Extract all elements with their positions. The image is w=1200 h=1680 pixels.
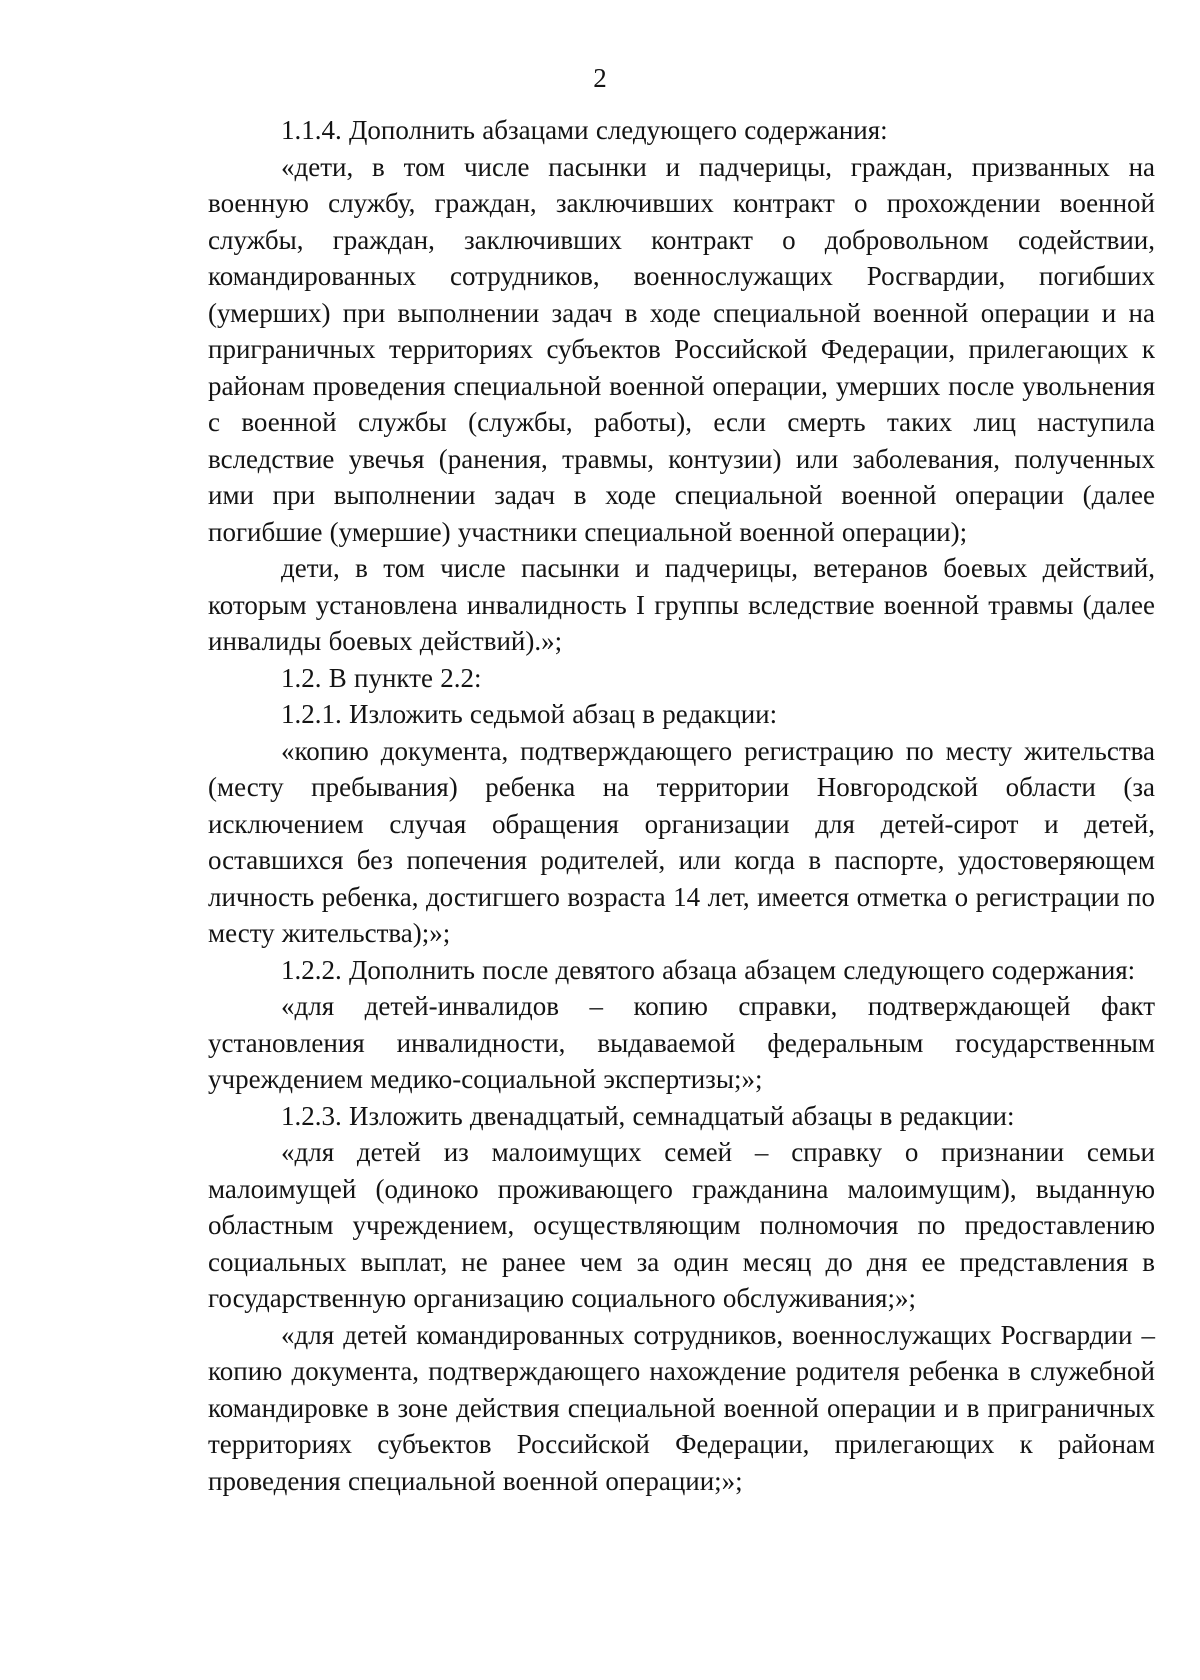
paragraph-children-of-combat-veterans: дети, в том числе пасынки и падчерицы, ветеранов боевых действий, которым установлена инвалидность I группы вследствие военной травмы (далее инвалиды боевых действий).»; bbox=[208, 553, 1155, 656]
paragraph-low-income-families: «для детей из малоимущих семей – справку о признании семьи малоимущей (одиноко проживающего гражданина малоимущим), выданную областным учреждением, осуществляющим полномочия по предоставлению социальных выплат, не ранее чем за один месяц до дня ее представления в государственную организацию социального обслуживания;»; bbox=[208, 1137, 1155, 1313]
paragraph-seconded-employees: «для детей командированных сотрудников, военнослужащих Росгвардии – копию документа, подтверждающего нахождение родителя ребенка в служебной командировке в зоне действия специальной военной операции и в приграничных территориях субъектов Российской Федерации, прилегающих к районам проведения специальной военной операции;»; bbox=[208, 1319, 1155, 1496]
page-number: 2 bbox=[593, 63, 607, 93]
paragraph-children-of-svo-participants: «дети, в том числе пасынки и падчерицы, граждан, призванных на военную службу, граждан, заключивших контракт о прохождении военной службы, граждан, заключивших контракт о добровольном содействии, командированных сотрудников, военнослужащих Росгвардии, погибших (умерших) при выполнении задач в ходе специальной военной операции и на приграничных территориях субъектов Российской Федерации, прилегающих к районам проведения специальной военной операции, умерших после увольнения с военной службы (службы, работы), если смерть таких лиц наступила вследствие увечья (ранения, травмы, контузии) или заболевания, полученных ими при выполнении задач в ходе специальной военной операции (далее погибшие (умершие) участники специальной военной операции); bbox=[208, 151, 1155, 547]
paragraph-1-2-3-heading: 1.2.3. Изложить двенадцатый, семнадцатый абзацы в редакции: bbox=[281, 1100, 1015, 1131]
paragraph-1-2-1-heading: 1.2.1. Изложить седьмой абзац в редакции: bbox=[281, 699, 778, 729]
paragraph-1-1-4-heading: 1.1.4. Дополнить абзацами следующего содержания: bbox=[281, 115, 888, 145]
document-body bbox=[208, 112, 1155, 1499]
paragraph-registration-document: «копию документа, подтверждающего регистрацию по месту жительства (месту пребывания) ребенка на территории Новгородской области (за исключением случая обращения организации для детей-сирот и детей, оставшихся без попечения родителей, или когда в паспорте, удостоверяющем личность ребенка, достигшего возраста 14 лет, имеется отметка о регистрации по месту жительства);»; bbox=[208, 735, 1155, 948]
paragraph-1-2-2-heading: 1.2.2. Дополнить после девятого абзаца абзацем следующего содержания: bbox=[281, 954, 1136, 985]
paragraph-1-2-heading: 1.2. В пункте 2.2: bbox=[281, 662, 482, 693]
paragraph-disabled-children-certificate: «для детей-инвалидов – копию справки, подтверждающей факт установления инвалидности, выдаваемой федеральным государственным учреждением медико-социальной экспертизы;»; bbox=[208, 991, 1155, 1094]
